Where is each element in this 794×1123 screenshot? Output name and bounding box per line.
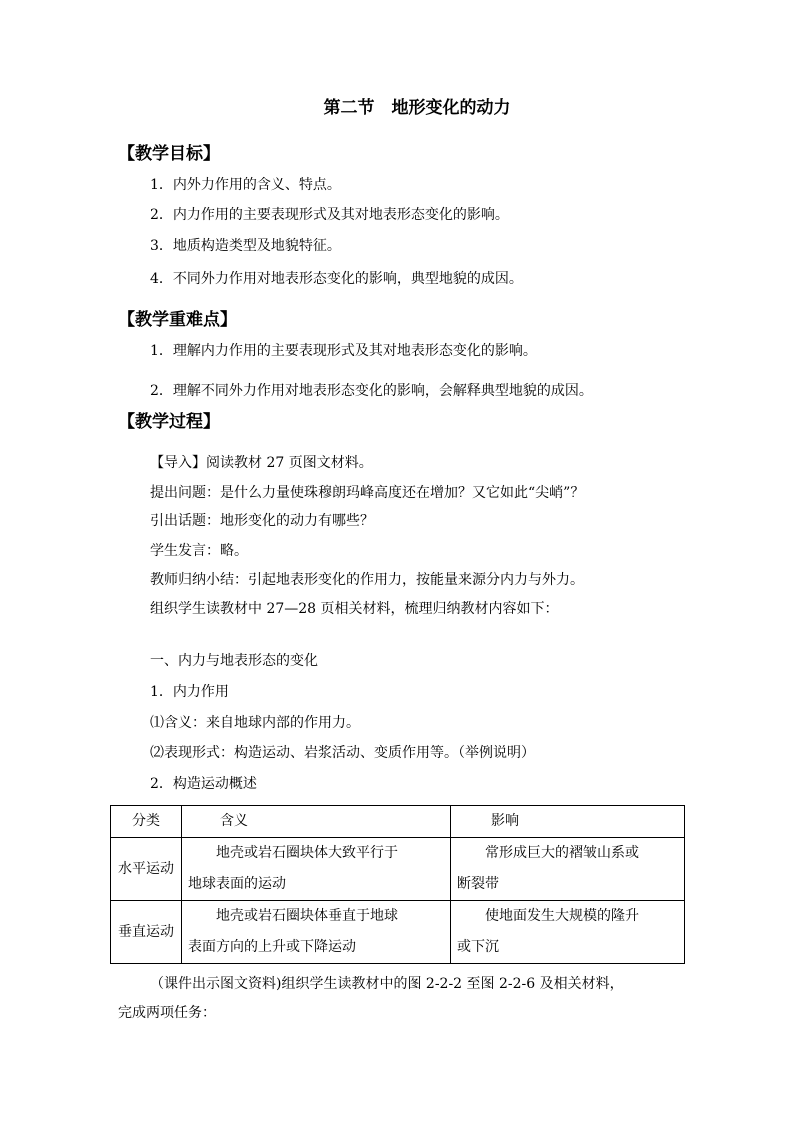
tectonic-movement-table (110, 805, 685, 964)
effect-line: 常形成巨大的褶皱山系或 (485, 845, 640, 861)
table-cell-effect (451, 838, 685, 901)
goal-item-1: 1．内外力作用的含义、特点。 (150, 177, 341, 193)
table-header-row (111, 806, 685, 838)
process-line-3: 引出话题：地形变化的动力有哪些？ (150, 513, 374, 529)
table-cell-category: 水平运动 (111, 838, 182, 901)
part1-sub1: 1．内力作用 (150, 684, 229, 700)
key-point-2: 2．理解不同外力作用对地表形态变化的影响，会解释典型地貌的成因。 (150, 383, 593, 399)
table-cell-category: 垂直运动 (111, 901, 182, 964)
goal-item-2: 2．内力作用的主要表现形式及其对地表形态变化的影响。 (150, 207, 509, 223)
part1-p2: ⑵表现形式：构造运动、岩浆活动、变质作用等。（举例说明） (150, 745, 535, 761)
table-header-effect: 影响 (451, 806, 685, 838)
table-header-category: 分类 (111, 806, 182, 838)
footer-line-2: 完成两项任务： (118, 1005, 216, 1021)
table-row (111, 838, 685, 901)
table-cell-meaning (182, 838, 451, 901)
table-cell-effect (451, 901, 685, 964)
footer-line-1: （课件出示图文资料)组织学生读教材中的图 2-2-2 至图 2-2-6 及相关材料， (150, 976, 624, 992)
table-row (111, 901, 685, 964)
key-point-1: 1．理解内力作用的主要表现形式及其对地表形态变化的影响。 (150, 343, 537, 359)
effect-line: 或下沉 (457, 939, 500, 955)
meaning-line: 地壳或岩石圈块体大致平行于 (216, 845, 398, 861)
goal-item-4: 4．不同外力作用对地表形态变化的影响，典型地貌的成因。 (150, 271, 523, 287)
meaning-line: 地球表面的运动 (188, 876, 286, 892)
meaning-line: 地壳或岩石圈块体垂直于地球 (216, 908, 398, 924)
part1-p1: ⑴含义：来自地球内部的作用力。 (150, 715, 360, 731)
process-line-1: 【导入】阅读教材 27 页图文材料。 (150, 455, 373, 471)
meaning-line: 表面方向的上升或下降运动 (188, 939, 356, 955)
process-line-5: 教师归纳小结：引起地表形变化的作用力，按能量来源分内力与外力。 (150, 572, 584, 588)
key-points-heading: 【教学重难点】 (118, 310, 237, 330)
effect-line: 断裂带 (457, 876, 500, 892)
process-line-6: 组织学生读教材中 27—28 页相关材料，梳理归纳教材内容如下： (150, 601, 559, 617)
page-title: 第二节 地形变化的动力 (323, 98, 511, 118)
part1-sub2: 2．构造运动概述 (150, 776, 257, 792)
part1-heading: 一、内力与地表形态的变化 (150, 653, 318, 669)
effect-line: 使地面发生大规模的隆升 (485, 908, 640, 924)
goal-item-3: 3．地质构造类型及地貌特征。 (150, 238, 341, 254)
goals-heading: 【教学目标】 (118, 144, 220, 164)
process-heading: 【教学过程】 (118, 412, 220, 432)
process-line-4: 学生发言：略。 (150, 543, 248, 559)
table-header-meaning: 含义 (182, 806, 451, 838)
table-cell-meaning (182, 901, 451, 964)
process-line-2: 提出问题：是什么力量使珠穆朗玛峰高度还在增加？又它如此“尖峭”？ (150, 485, 585, 501)
